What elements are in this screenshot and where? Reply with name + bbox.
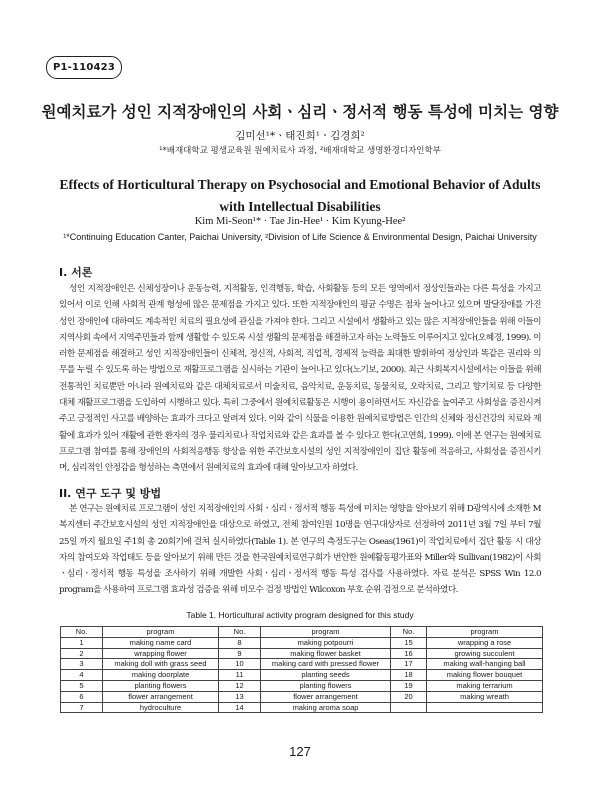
table-cell: 4 xyxy=(61,670,103,681)
table-cell: 10 xyxy=(219,659,261,670)
table-cell: flower arrangement xyxy=(261,691,391,702)
table-cell: 3 xyxy=(61,659,103,670)
header-program: program xyxy=(427,627,543,638)
table-cell: making wall-hanging ball xyxy=(427,659,543,670)
table-cell: 14 xyxy=(219,702,261,713)
table-cell: 6 xyxy=(61,691,103,702)
table-cell: 19 xyxy=(391,680,427,691)
table-cell: making aroma soap xyxy=(261,702,391,713)
table-row xyxy=(61,691,543,702)
header-no: No. xyxy=(391,627,427,638)
methods-paragraph: 본 연구는 원예치료 프로그램이 성인 지적장애인의 사회ㆍ심리ㆍ정서적 행동 특성에 미치는 영향을 알아보기 위해 D광역시에 소재한 M복지센터 주간보호시설의 성인 지적장애인을 대상으로 하였고, 전체 참여인원 10명을 연구대상자로 선정하여 2011년 3월 7일 부터 7월 25일 까지 월요일 주1회 총 20회기에 걸쳐 실시하였다(Table 1). 본 연구의 측정도구는 Oseas(1961)이 작업치료에서 집단 활동 시 대상자의 참여도와 작업태도 등을 알아보기 위해 만든 것을 한국원예치료연구회가 번안한 원예활동평가표와 Miller와 Sullivan(1982)이 사회ㆍ심리ㆍ정서적 행동 특성을 조사하기 위해 개발한 사회ㆍ심리ㆍ정서적 행동 특성 검사를 사용하였다. 자료 분석은 SPSS Win 12.0 program을 사용하여 프로그램 효과성 검증을 위해 비모수 검정 방법인 Wilcoxon 부호 순위 검정으로 분석하였다. xyxy=(59,504,541,596)
table-cell: 17 xyxy=(391,659,427,670)
table-row xyxy=(61,637,543,648)
page-number: 127 xyxy=(289,744,311,759)
table-cell: 16 xyxy=(391,648,427,659)
table-cell: planting flowers xyxy=(103,680,219,691)
table-row xyxy=(61,659,543,670)
introduction-paragraph: 성인 지적장애인은 신체성장이나 운동능력, 지적활동, 인격행동, 학습, 사회활동 등의 모든 영역에서 정상인들과는 다른 특성을 가지고 있어서 이로 인해 사회적 관계 형성에 많은 문제점을 가지고 있다. 또한 지적장애인의 평균 수명은 점차 늘어나고 있으며 발달장애를 가진 성인 장애인에 대하여도 계속적인 치료의 필요성에 관심을 가져야 한다. 그리고 시설에서 생활하고 있는 많은 지적장애인들을 위해 이들이 지역사회 속에서 지역주민들과 함께 생활할 수 있도록 시설 생활의 문제점을 해결하고자 하는 노력들도 이루어지고 있다(오혜경, 1999). 이러한 문제점을 해결하고 성인 지적장애인들이 신체적, 정신적, 사회적, 직업적, 경제적 능력을 최대한 발휘하여 정상인과 똑같은 권리와 의무를 누릴 수 있도록 하는 방법으로 재활프로그램을 실시하는 기관이 늘어나고 있다(노기보, 2000). 최근 사회복지시설에서는 이들을 위해 전통적인 치료뿐만 아니라 원예치료와 같은 대체치료로서 미술치료, 음악치료, 운동치료, 동물치료, 오락치료, 그리고 향기치료 등 다양한 대체 재활프로그램을 도입하여 시행하고 있다. 특히 그중에서 원예치료활동은 시행이 용이하면서도 자신감을 높여주고 사회성을 증진시켜 주고 긍정적인 사고를 배양하는 효과가 크다고 알려져 있다. 이와 같이 식물을 이용한 원예치료방법은 인간의 신체와 정신건강의 치료와 재활에 효과가 있어 재활에 관한 환자의 경우 물리치료나 작업치료와 같은 효과를 볼 수 있다고 한다(고연희, 1999). 이에 본 연구는 원예치료 프로그램 참여를 통해 장애인의 사회적응행동 향상을 위한 주간보호시설의 성인 지적장애인이 집단 활동에 적응하고, 사회성을 증진시키며, 심리적인 안정감을 형성하는 측면에서 원예치료의 효과에 대해 알아보고자 하였다. xyxy=(59,284,541,474)
english-title: Effects of Horticultural Therapy on Psychosocial and Emotional Behavior of Adults with Intellectual Disabilities xyxy=(59,177,541,214)
table-cell: 20 xyxy=(391,691,427,702)
poster-id-badge: P1-110423 xyxy=(46,56,122,79)
table-cell: 7 xyxy=(61,702,103,713)
korean-title: 원예치료가 성인 지적장애인의 사회ㆍ심리ㆍ정서적 행동 특성에 미치는 영향 xyxy=(41,102,559,121)
table-cell: making terrarium xyxy=(427,680,543,691)
table-cell: 11 xyxy=(219,670,261,681)
table-cell: making doll with grass seed xyxy=(103,659,219,670)
table-cell: 12 xyxy=(219,680,261,691)
table-cell: making name card xyxy=(103,637,219,648)
table-cell: planting seeds xyxy=(261,670,391,681)
table-cell: making wreath xyxy=(427,691,543,702)
table-row xyxy=(61,702,543,713)
table-row xyxy=(61,680,543,691)
table-cell: 13 xyxy=(219,691,261,702)
table-row xyxy=(61,670,543,681)
table-cell: wrapping a rose xyxy=(427,637,543,648)
table-cell: 9 xyxy=(219,648,261,659)
table-cell xyxy=(391,702,427,713)
table-caption: Table 1. Horticultural activity program designed for this study xyxy=(186,610,414,620)
table-cell: 1 xyxy=(61,637,103,648)
table-cell: growing succulent xyxy=(427,648,543,659)
table-cell: 5 xyxy=(61,680,103,691)
header-program: program xyxy=(103,627,219,638)
section-heading-introduction: I. 서론 xyxy=(59,266,93,279)
korean-affiliation: ¹*배재대학교 평생교육원 원예치료사 과정, ²배재대학교 생명환경디자인학부 xyxy=(159,146,441,156)
table-cell: 8 xyxy=(219,637,261,648)
header-no: No. xyxy=(61,627,103,638)
table-header-row xyxy=(61,627,543,638)
header-program: program xyxy=(261,627,391,638)
section-heading-methods: II. 연구 도구 및 방법 xyxy=(59,487,162,500)
table-cell xyxy=(427,702,543,713)
table-cell: 15 xyxy=(391,637,427,648)
table-cell: making potpourri xyxy=(261,637,391,648)
table-cell: 2 xyxy=(61,648,103,659)
header-no: No. xyxy=(219,627,261,638)
table-cell: planting flowers xyxy=(261,680,391,691)
table-row xyxy=(61,648,543,659)
table-cell: flower arrangement xyxy=(103,691,219,702)
table-cell: making doorplate xyxy=(103,670,219,681)
table-cell: making card with pressed flower xyxy=(261,659,391,670)
english-affiliation: ¹*Continuing Education Canter, Paichai University, ²Division of Life Science & Environmental Design, Paichai University xyxy=(63,232,537,242)
table-cell: wrapping flower xyxy=(103,648,219,659)
table-cell: making flower bouquet xyxy=(427,670,543,681)
program-table xyxy=(60,626,543,713)
table-cell: making flower basket xyxy=(261,648,391,659)
table-cell: hydroculture xyxy=(103,702,219,713)
table-cell: 18 xyxy=(391,670,427,681)
korean-authors: 김미선¹*ㆍ태진희¹ㆍ김경희² xyxy=(235,130,365,142)
english-authors: Kim Mi-Seon¹* · Tae Jin-Hee¹ · Kim Kyung-Hee² xyxy=(194,216,406,227)
